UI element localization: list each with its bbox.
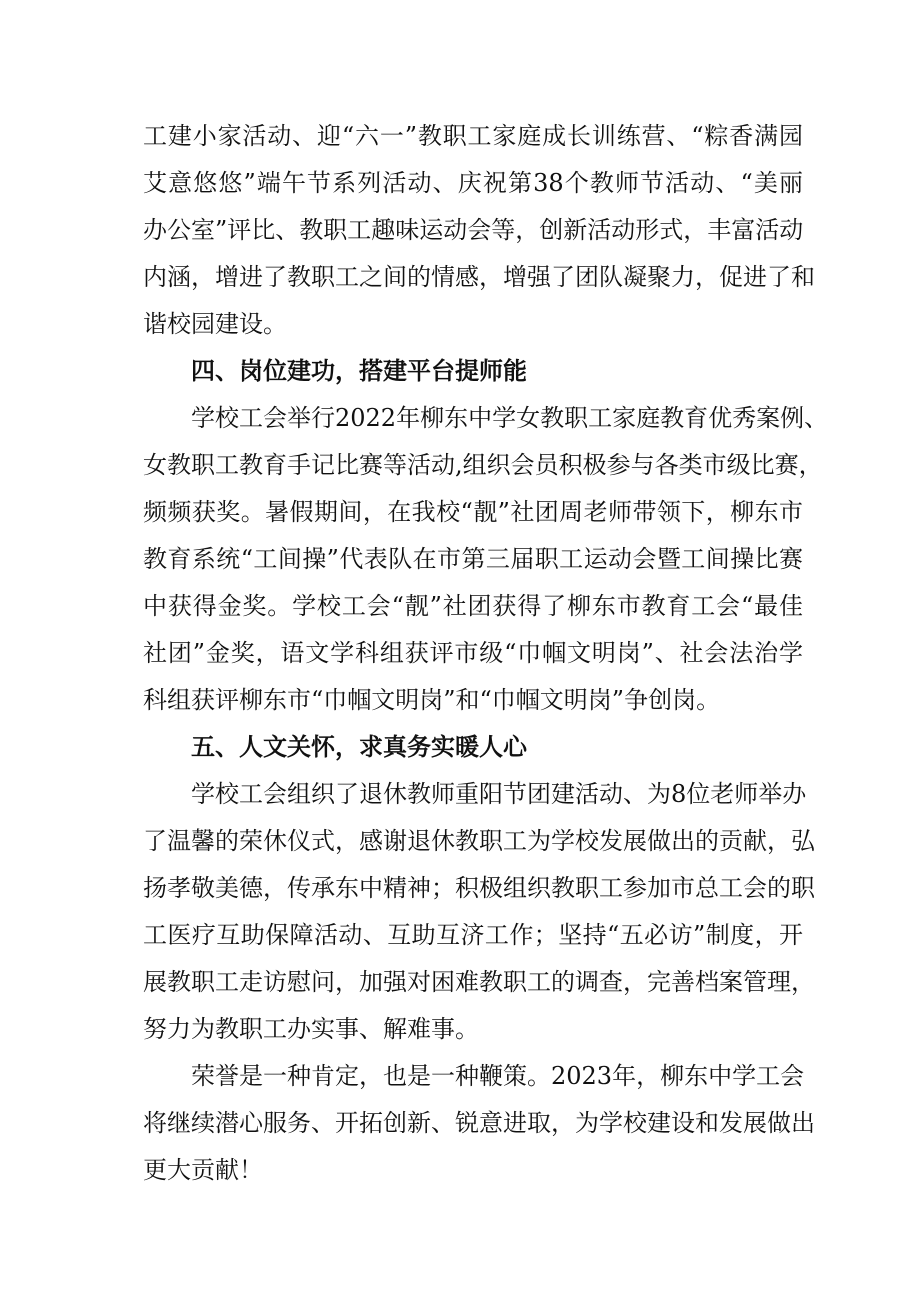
paragraph-line: 了温馨的荣休仪式，感谢退休教职工为学校发展做出的贡献，弘: [143, 827, 815, 855]
paragraph-line: 办公室”评比、教职工趣味运动会等，创新活动形式，丰富活动: [143, 216, 804, 244]
paragraph-line: 社团”金奖，语文学科组获评市级“巾帼文明岗”、社会法治学: [143, 639, 803, 667]
paragraph-line: 工医疗互助保障活动、互助互济工作；坚持“五必访”制度，开: [143, 921, 803, 949]
paragraph-line: 学校工会举行2022年柳东中学女教职工家庭教育优秀案例、: [191, 404, 829, 432]
paragraph-line: 内涵，增进了教职工之间的情感，增强了团队凝聚力，促进了和: [143, 263, 815, 291]
paragraph-line: 工建小家活动、迎“六一”教职工家庭成长训练营、“粽香满园: [143, 122, 803, 150]
paragraph-line: 努力为教职工办实事、解难事。: [143, 1015, 479, 1043]
paragraph-line: 扬孝敬美德，传承东中精神；积极组织教职工参加市总工会的职: [143, 874, 815, 902]
paragraph-line: 学校工会组织了退休教师重阳节团建活动、为8位老师举办: [191, 780, 807, 808]
section-heading: 四、岗位建功，搭建平台提师能: [191, 357, 527, 385]
paragraph-line: 频频获奖。暑假期间，在我校“靓”社团周老师带领下，柳东市: [143, 498, 803, 526]
paragraph-line: 谐校园建设。: [143, 310, 287, 338]
paragraph-line: 科组获评柳东市“巾帼文明岗”和“巾帼文明岗”争创岗。: [143, 686, 721, 714]
section-heading: 五、人文关怀，求真务实暖人心: [191, 733, 527, 761]
paragraph-line: 更大贡献！: [143, 1156, 263, 1184]
paragraph-line: 教育系统“工间操”代表队在市第三届职工运动会暨工间操比赛: [143, 545, 803, 573]
paragraph-line: 荣誉是一种肯定，也是一种鞭策。2023年，柳东中学工会: [191, 1062, 805, 1090]
paragraph-line: 将继续潜心服务、开拓创新、锐意进取，为学校建设和发展做出: [143, 1109, 815, 1137]
paragraph-line: 女教职工教育手记比赛等活动,组织会员积极参与各类市级比赛，: [143, 451, 823, 479]
paragraph-line: 展教职工走访慰问，加强对困难教职工的调查，完善档案管理，: [143, 968, 815, 996]
paragraph-line: 艾意悠悠”端午节系列活动、庆祝第38个教师节活动、“美丽: [143, 169, 803, 197]
paragraph-line: 中获得金奖。学校工会“靓”社团获得了柳东市教育工会“最佳: [143, 592, 803, 620]
